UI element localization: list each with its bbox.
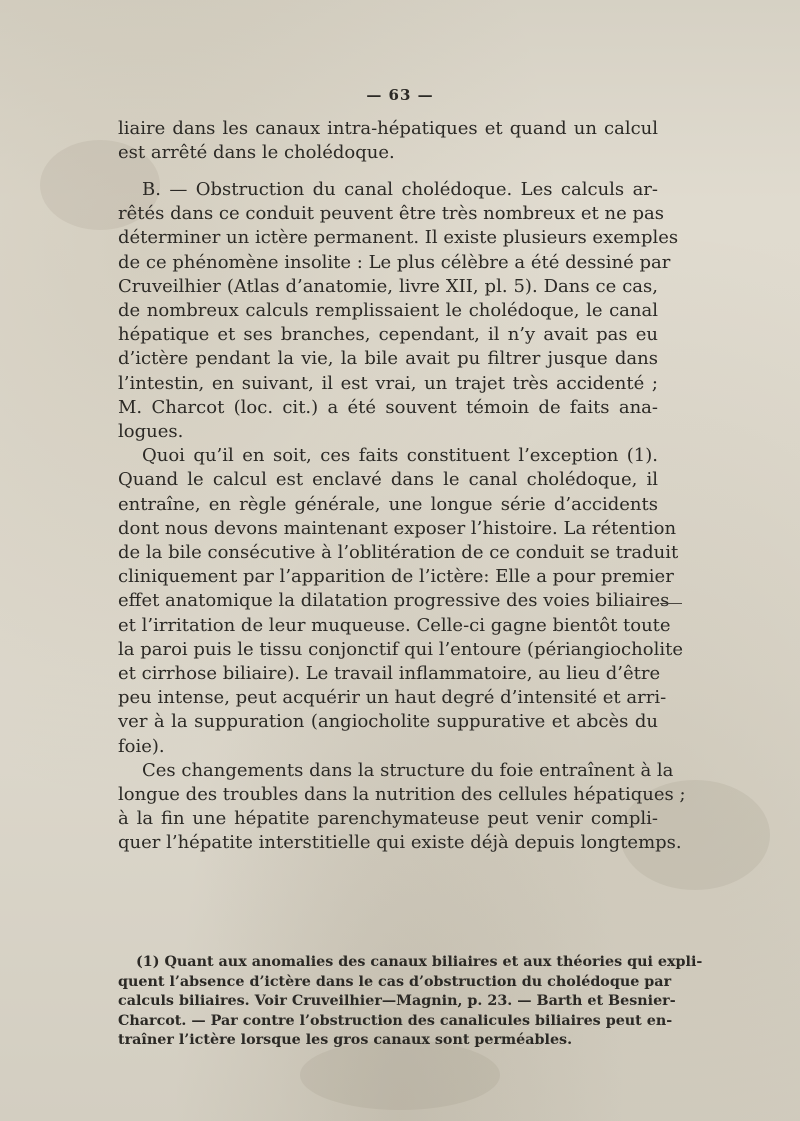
text-line: quer l’hépatite interstitielle qui existe déjà depuis longtemps. bbox=[118, 832, 682, 854]
text-line: logues. bbox=[118, 421, 184, 443]
page-number-header: — 63 — bbox=[366, 86, 434, 104]
text-line: déterminer un ictère permanent. Il existe plusieurs exemples bbox=[118, 227, 679, 249]
text-line: dont nous devons maintenant exposer l’histoire. La rétention bbox=[118, 517, 677, 539]
text-line: hépatique et ses branches, cependant, il n’y avait pas eu bbox=[118, 324, 658, 346]
text-line: entraîne, en règle générale, une longue série d’accidents bbox=[118, 493, 658, 515]
text-line: peu intense, peut acquérir un haut degré d’intensité et arri- bbox=[118, 687, 667, 709]
text-line: et cirrhose biliaire). Le travail inflammatoire, au lieu d’être bbox=[118, 663, 661, 685]
main-text bbox=[118, 117, 658, 165]
footnote bbox=[118, 953, 703, 1051]
text-line: effet anatomique la dilatation progressive des voies biliaires bbox=[118, 590, 670, 612]
text-line: Cruveilhier (Atlas d’anatomie, livre XII, pl. 5). Dans ce cas, bbox=[118, 275, 658, 297]
text-line: M. Charcot (loc. cit.) a été souvent témoin de faits ana- bbox=[118, 396, 658, 418]
margin-pencil-mark bbox=[660, 603, 682, 605]
footnote-line: (1) Quant aux anomalies des canaux biliaires et aux théories qui expli- bbox=[136, 954, 703, 970]
text-line: ver à la suppuration (angiocholite suppurative et abcès du bbox=[118, 711, 658, 733]
footnote-line: calculs biliaires. Voir Cruveilhier—Magnin, p. 23. — Barth et Besnier- bbox=[118, 993, 676, 1009]
text-line: de ce phénomène insolite : Le plus célèbre a été dessiné par bbox=[118, 251, 671, 273]
text-line: la paroi puis le tissu conjonctif qui l’entoure (périangiocholite bbox=[118, 638, 683, 660]
text-line: liaire dans les canaux intra-hépatiques et quand un calcul bbox=[118, 118, 658, 139]
text-line: longue des troubles dans la nutrition des cellules hépatiques ; bbox=[118, 784, 686, 806]
paper-stain bbox=[300, 1040, 500, 1110]
section-b-text bbox=[118, 178, 686, 856]
paragraph-start-line: Quoi qu’il en soit, ces faits constituent l’exception (1). bbox=[142, 445, 658, 467]
paragraph-start-line: Ces changements dans la structure du foie entraînent à la bbox=[142, 759, 674, 781]
text-line: rêtés dans ce conduit peuvent être très nombreux et ne pas bbox=[118, 203, 664, 225]
text-line: l’intestin, en suivant, il est vrai, un trajet très accidenté ; bbox=[118, 372, 658, 394]
footnote-line: traîner l’ictère lorsque les gros canaux sont perméables. bbox=[118, 1032, 573, 1048]
footnote-line: Charcot. — Par contre l’obstruction des canalicules biliaires peut en- bbox=[118, 1012, 673, 1029]
text-line: Quand le calcul est enclavé dans le canal cholédoque, il bbox=[118, 469, 658, 491]
text-line: de nombreux calculs remplissaient le cholédoque, le canal bbox=[118, 300, 658, 322]
footnote-line: quent l’absence d’ictère dans le cas d’obstruction du cholédoque par bbox=[118, 973, 672, 990]
text-line: d’ictère pendant la vie, la bile avait pu filtrer jusque dans bbox=[118, 348, 658, 370]
text-line: et l’irritation de leur muqueuse. Celle-ci gagne bientôt toute bbox=[118, 614, 671, 636]
text-line: foie). bbox=[118, 735, 165, 757]
text-line: de la bile consécutive à l’oblitération de ce conduit se traduit bbox=[118, 542, 679, 564]
text-line: cliniquement par l’apparition de l’ictère: Elle a pour premier bbox=[118, 566, 674, 588]
text-line: à la fin une hépatite parenchymateuse peut venir compli- bbox=[118, 808, 658, 830]
section-heading-line: B. — Obstruction du canal cholédoque. Les calculs ar- bbox=[142, 179, 658, 200]
text-line: est arrêté dans le cholédoque. bbox=[118, 142, 395, 164]
